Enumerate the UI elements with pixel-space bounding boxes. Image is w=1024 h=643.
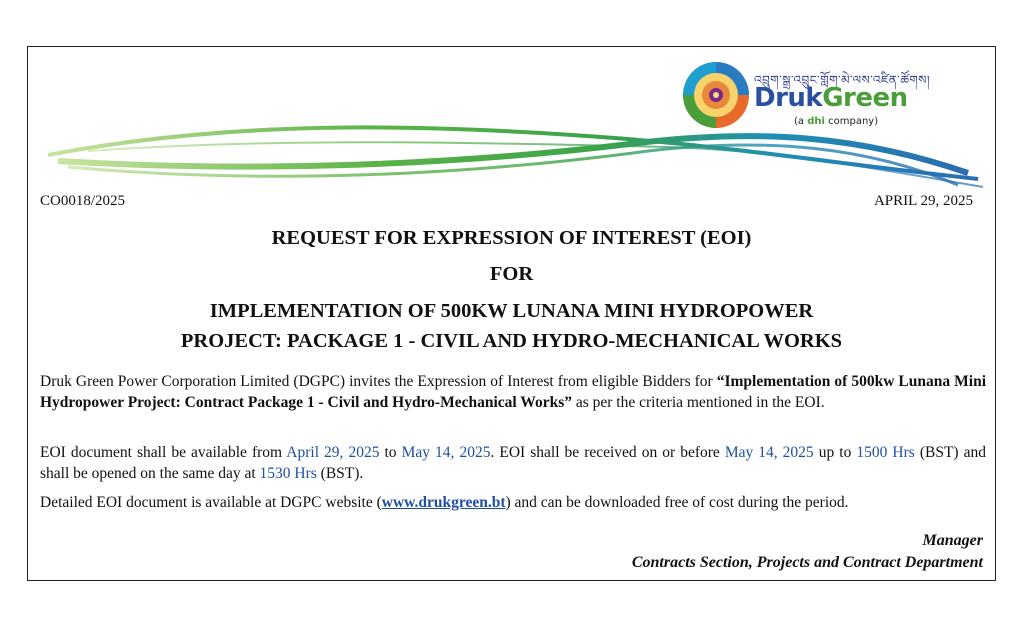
signatory-title: Manager bbox=[922, 532, 983, 549]
deadline-time: 1500 Hrs bbox=[856, 444, 915, 461]
eoi-notice bbox=[27, 46, 996, 581]
opening-time: 1530 Hrs bbox=[259, 465, 317, 482]
notice-date: APRIL 29, 2025 bbox=[873, 193, 973, 209]
signatory-department: Contracts Section, Projects and Contract Department bbox=[631, 554, 983, 571]
logo-script-text: འབྲུག་སྒྲ་འབྲུང་གློག་མེ་ལས་འཛིན་ཚོགས། bbox=[754, 73, 931, 87]
title-line-4: PROJECT: PACKAGE 1 - CIVIL AND HYDRO-MECHANICAL WORKS bbox=[180, 330, 843, 352]
start-date: April 29, 2025 bbox=[286, 444, 380, 461]
drukgreen-logo bbox=[680, 57, 940, 137]
title-line-3: IMPLEMENTATION OF 500KW LUNANA MINI HYDROPOWER bbox=[209, 300, 814, 322]
website-link[interactable]: www.drukgreen.bt bbox=[381, 494, 506, 511]
title-line-1: REQUEST FOR EXPRESSION OF INTEREST (EOI) bbox=[271, 227, 752, 249]
end-date: May 14, 2025 bbox=[401, 444, 491, 461]
paragraph-website: Detailed EOI document is available at DGPC website (www.drukgreen.bt) and can be downloaded free of cost during the period. bbox=[40, 494, 849, 511]
paragraph-invitation: Druk Green Power Corporation Limited (DGPC) invites the Expression of Interest from eligible Bidders for “Implementation of 500kw Lunana Mini Hydropower Project: Contract Package 1 - Civil and Hydro-Mechanical Works” as per the criteria mentioned in the EOI. bbox=[40, 373, 986, 411]
title-line-2: FOR bbox=[489, 263, 534, 285]
logo-tagline: (a dhi company) bbox=[794, 116, 879, 127]
drukgreen-emblem-icon bbox=[680, 59, 752, 131]
reference-number: CO0018/2025 bbox=[40, 193, 126, 209]
project-name: “Implementation of 500kw Lunana Mini Hydropower Project: Contract Package 1 - Civil and Hydro-Mechanical Works” bbox=[40, 373, 986, 411]
deadline-date: May 14, 2025 bbox=[724, 444, 814, 461]
logo-brand-name: DrukGreen bbox=[754, 83, 908, 113]
paragraph-schedule: EOI document shall be available from April 29, 2025 to May 14, 2025. EOI shall be received on or before May 14, 2025 up to 1500 Hrs (BST) and shall be opened on the same day at 1530 Hrs (BST). bbox=[40, 444, 986, 482]
